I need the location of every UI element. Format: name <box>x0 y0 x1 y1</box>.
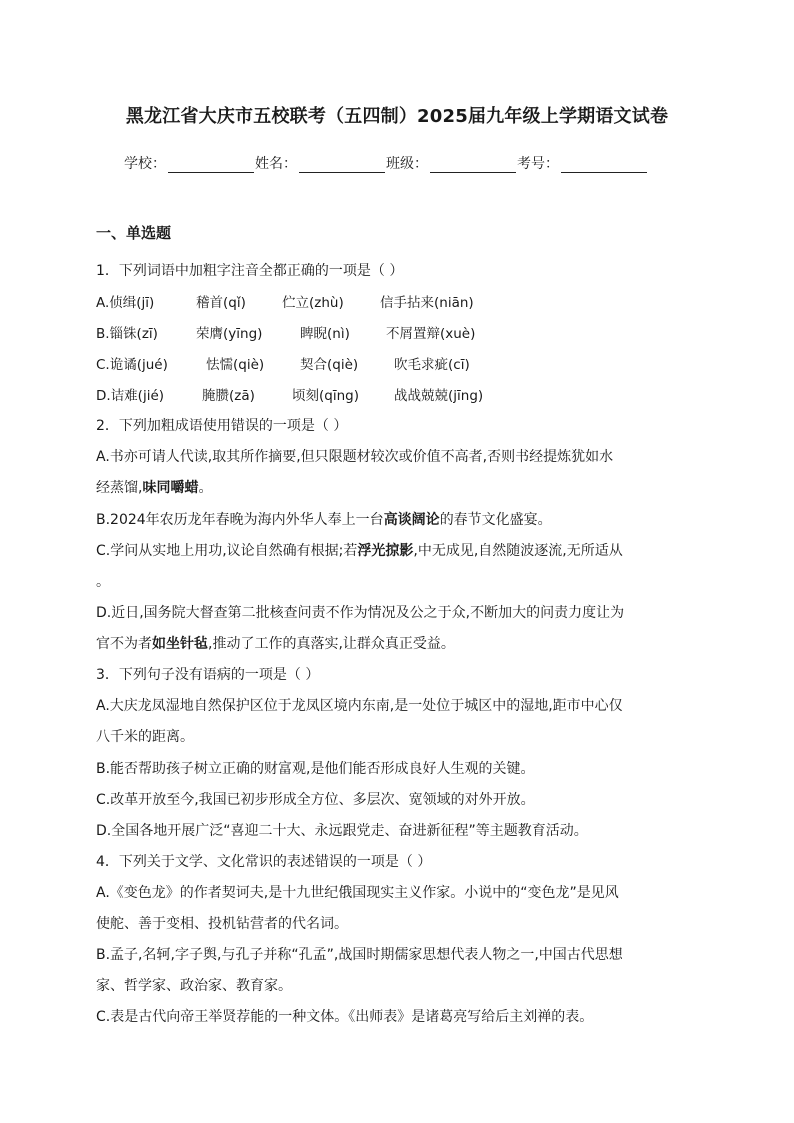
exam-no-label: 考号： <box>517 156 559 172</box>
q1-c-word4: 吹毛求疵(cī) <box>394 357 470 373</box>
q2-b-bold-idiom: 高谈阔论 <box>383 512 440 528</box>
q2-d-bold-idiom: 如坐针毡 <box>152 636 208 652</box>
q3-option-c: C.改革开放至今,我国已初步形成全方位、多层次、宽领域的对外开放。 <box>96 792 535 808</box>
q3-stem: 3．下列句子没有语病的一项是（ ） <box>96 667 320 683</box>
school-field <box>124 153 254 173</box>
q1-d-word4: 战战兢兢(jīng) <box>394 388 484 404</box>
student-info-row <box>124 153 647 173</box>
q2-b-text-pre: B.2024年农历龙年春晚为海内外华人奉上一台 <box>96 512 384 528</box>
q4-option-a-line1: A.《变色龙》的作者契诃夫,是十九世纪俄国现实主义作家。小说中的“变色龙”是见风 <box>96 885 619 901</box>
q2-option-a-line1: A.书亦可请人代读,取其所作摘要,但只限题材较次或价值不高者,否则书经提炼犹如水 <box>96 449 614 465</box>
q2-c-bold-idiom: 浮光掠影 <box>357 543 414 559</box>
name-label: 姓名： <box>255 156 297 172</box>
section-heading: 一、单选题 <box>96 224 172 242</box>
q3-option-a-line2: 八千米的距离。 <box>96 729 194 745</box>
q1-b-word4: 不屑置辩(xuè) <box>386 326 476 342</box>
q1-b-word3: 睥睨(nì) <box>300 326 350 342</box>
q1-a-word1: A.侦缉(jī) <box>96 295 155 311</box>
school-label: 学校： <box>124 156 166 172</box>
q4-option-c: C.表是古代向帝王举贤荐能的一种文体。《出师表》是诸葛亮写给后主刘禅的表。 <box>96 1009 594 1025</box>
q2-c-text-pre: C.学问从实地上用功,议论自然确有根据;若 <box>96 543 358 559</box>
q4-option-a-line2: 使舵、善于变相、投机钻营者的代名词。 <box>96 916 348 932</box>
q2-d-text-post: ,推动了工作的真落实,让群众真正受益。 <box>208 636 455 652</box>
q2-option-d-line1: D.近日,国务院大督查第二批核查问责不作为情况及公之于众,不断加大的问责力度让为 <box>96 605 625 621</box>
q2-option-b <box>96 509 552 529</box>
q2-a-text-pre: 经蒸馏, <box>96 480 143 496</box>
q2-stem: 2．下列加粗成语使用错误的一项是（ ） <box>96 418 348 434</box>
q1-a-word2: 稽首(qǐ) <box>196 295 246 311</box>
exam-no-field <box>517 153 647 173</box>
q2-option-a-line2 <box>96 477 212 497</box>
q1-a-word3: 伫立(zhù) <box>282 295 344 311</box>
q1-c-word1: C.诡谲(jué) <box>96 357 168 373</box>
name-blank[interactable] <box>299 156 385 173</box>
q4-option-b-line1: B.孟子,名轲,字子舆,与孔子并称“孔孟”,战国时期儒家思想代表人物之一,中国古代思想 <box>96 947 623 963</box>
q1-b-word2: 荣膺(yīng) <box>196 326 263 342</box>
q2-option-c-line1 <box>96 540 623 560</box>
q4-stem: 4．下列关于文学、文化常识的表述错误的一项是（ ） <box>96 854 432 870</box>
q1-a-word4: 信手拈来(niān) <box>380 295 474 311</box>
q2-option-c-line2: 。 <box>96 574 110 590</box>
q3-option-b: B.能否帮助孩子树立正确的财富观,是他们能否形成良好人生观的关键。 <box>96 761 535 777</box>
q3-option-a-line1: A.大庆龙凤湿地自然保护区位于龙凤区境内东南,是一处位于城区中的湿地,距市中心仅 <box>96 698 623 714</box>
name-field <box>255 153 385 173</box>
q4-option-b-line2: 家、哲学家、政治家、教育家。 <box>96 978 292 994</box>
q2-d-text-pre: 官不为者 <box>96 636 152 652</box>
school-blank[interactable] <box>168 156 254 173</box>
q1-d-word3: 顷刻(qīng) <box>292 388 359 404</box>
q2-b-text-post: 的春节文化盛宴。 <box>439 512 552 528</box>
q1-c-word2: 怯懦(qiè) <box>206 357 265 373</box>
q1-c-word3: 契合(qiè) <box>300 357 359 373</box>
page-title: 黑龙江省大庆市五校联考（五四制）2025届九年级上学期语文试卷 <box>125 106 669 127</box>
q3-option-d: D.全国各地开展广泛“喜迎二十大、永远跟党走、奋进新征程”等主题教育活动。 <box>96 823 588 839</box>
class-field <box>386 153 516 173</box>
class-blank[interactable] <box>430 156 516 173</box>
q1-stem: 1．下列词语中加粗字注音全都正确的一项是（ ） <box>96 263 404 279</box>
q1-d-word1: D.诘难(jié) <box>96 388 165 404</box>
q1-b-word1: B.锱铢(zī) <box>96 326 158 342</box>
q2-option-d-line2 <box>96 633 455 653</box>
q1-d-word2: 腌臜(zā) <box>202 388 255 404</box>
q2-a-bold-idiom: 味同嚼蜡 <box>142 480 199 496</box>
exam-no-blank[interactable] <box>561 156 647 173</box>
q2-c-text-post: ,中无成见,自然随波逐流,无所适从 <box>413 543 623 559</box>
q2-a-text-post: 。 <box>198 480 213 496</box>
class-label: 班级： <box>386 156 428 172</box>
